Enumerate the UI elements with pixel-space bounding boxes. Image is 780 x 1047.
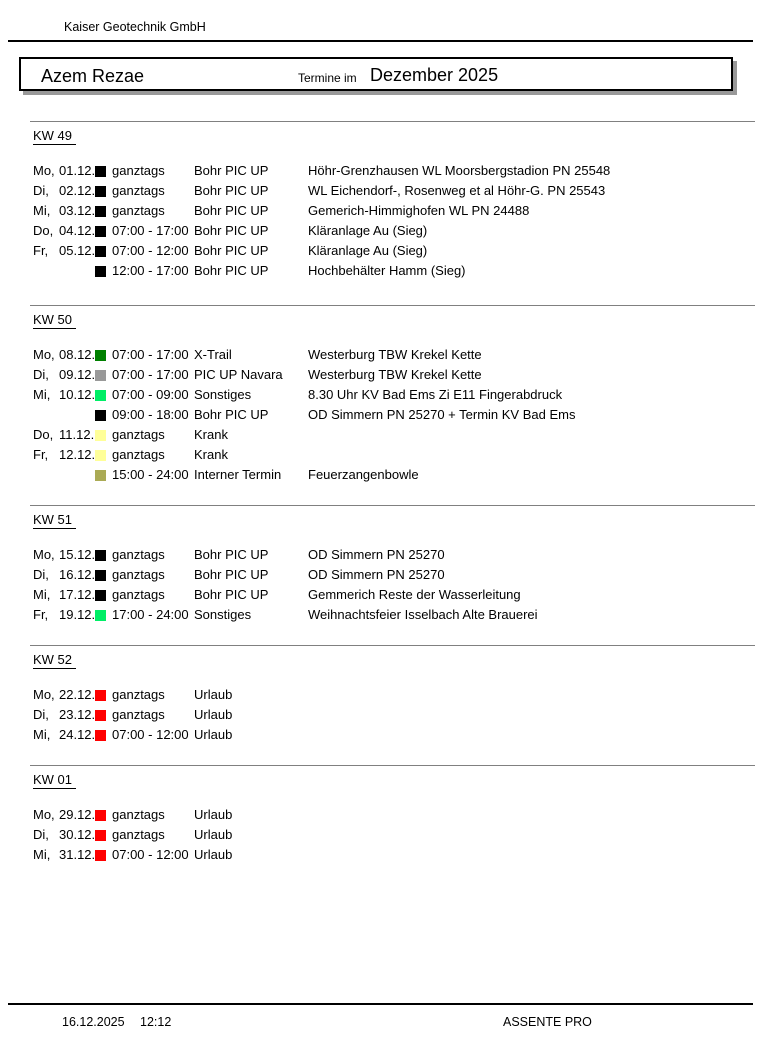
day-date: 16.12. [59, 567, 96, 582]
appointment-type: Interner Termin [194, 467, 282, 482]
appointment-description: Gemerich-Himmighofen WL PN 24488 [308, 203, 530, 218]
time-range: ganztags [112, 807, 165, 822]
category-color-swatch [95, 450, 106, 461]
week-section [30, 121, 755, 281]
category-color-swatch [95, 206, 106, 217]
day-of-week: Fr, [33, 607, 49, 622]
day-of-week: Mo, [33, 807, 55, 822]
category-color-swatch [95, 730, 106, 741]
day-date: 10.12. [59, 387, 96, 402]
day-of-week: Mi, [33, 387, 51, 402]
appointment-description: Kläranlage Au (Sieg) [308, 223, 428, 238]
title-prefix: Termine im [298, 71, 357, 85]
category-color-swatch [95, 850, 106, 861]
day-date: 24.12. [59, 727, 96, 742]
category-color-swatch [95, 166, 106, 177]
appointment-type: Urlaub [194, 687, 233, 702]
app-name: ASSENTE PRO [503, 1015, 592, 1029]
time-range: ganztags [112, 547, 165, 562]
appointment-row [30, 221, 755, 241]
appointment-row [30, 685, 755, 705]
week-label: KW 01 [33, 772, 76, 789]
appointment-row [30, 345, 755, 365]
appointment-type: Krank [194, 427, 228, 442]
category-color-swatch [95, 470, 106, 481]
category-color-swatch [95, 410, 106, 421]
company-name: Kaiser Geotechnik GmbH [64, 20, 206, 34]
appointment-description: Gemmerich Reste der Wasserleitung [308, 587, 521, 602]
time-range: 07:00 - 12:00 [112, 727, 189, 742]
appointment-type: Bohr PIC UP [194, 263, 269, 278]
time-range: 07:00 - 17:00 [112, 367, 189, 382]
time-range: 09:00 - 18:00 [112, 407, 189, 422]
appointment-type: Sonstiges [194, 387, 252, 402]
time-range: ganztags [112, 567, 165, 582]
day-date: 04.12. [59, 223, 96, 238]
time-range: 17:00 - 24:00 [112, 607, 189, 622]
category-color-swatch [95, 430, 106, 441]
appointment-row [30, 261, 755, 281]
appointment-type: Bohr PIC UP [194, 407, 269, 422]
day-date: 05.12. [59, 243, 96, 258]
day-date: 15.12. [59, 547, 96, 562]
week-section [30, 305, 755, 485]
appointment-row [30, 465, 755, 485]
appointment-type: Urlaub [194, 807, 233, 822]
week-divider [30, 305, 755, 306]
day-date: 19.12. [59, 607, 96, 622]
day-of-week: Di, [33, 827, 49, 842]
appointment-description: OD Simmern PN 25270 + Termin KV Bad Ems [308, 407, 576, 422]
day-date: 09.12. [59, 367, 96, 382]
week-label: KW 51 [33, 512, 76, 529]
day-of-week: Mi, [33, 727, 51, 742]
day-date: 12.12. [59, 447, 96, 462]
header-divider [8, 40, 753, 42]
day-date: 31.12. [59, 847, 96, 862]
week-divider [30, 765, 755, 766]
time-range: 07:00 - 09:00 [112, 387, 189, 402]
week-rows [30, 161, 755, 281]
appointment-row [30, 845, 755, 865]
day-date: 11.12. [59, 427, 95, 442]
category-color-swatch [95, 350, 106, 361]
day-of-week: Di, [33, 707, 49, 722]
day-of-week: Mi, [33, 203, 51, 218]
time-range: 07:00 - 12:00 [112, 243, 189, 258]
appointment-type: Urlaub [194, 847, 233, 862]
appointment-type: Sonstiges [194, 607, 252, 622]
category-color-swatch [95, 186, 106, 197]
day-date: 29.12. [59, 807, 96, 822]
appointment-type: Urlaub [194, 707, 233, 722]
appointment-type: Krank [194, 447, 228, 462]
time-range: ganztags [112, 687, 165, 702]
appointment-type: X-Trail [194, 347, 232, 362]
appointment-row [30, 705, 755, 725]
appointment-description: WL Eichendorf-, Rosenweg et al Höhr-G. PN 25543 [308, 183, 606, 198]
week-divider [30, 645, 755, 646]
day-of-week: Mi, [33, 587, 51, 602]
time-range: ganztags [112, 163, 165, 178]
category-color-swatch [95, 590, 106, 601]
appointment-description: Weihnachtsfeier Isselbach Alte Brauerei [308, 607, 538, 622]
appointment-row [30, 825, 755, 845]
category-color-swatch [95, 690, 106, 701]
category-color-swatch [95, 246, 106, 257]
appointment-type: Bohr PIC UP [194, 163, 269, 178]
day-of-week: Di, [33, 183, 49, 198]
day-of-week: Do, [33, 223, 54, 238]
time-range: ganztags [112, 587, 165, 602]
appointment-description: Hochbehälter Hamm (Sieg) [308, 263, 466, 278]
appointment-row [30, 445, 755, 465]
day-date: 03.12. [59, 203, 96, 218]
category-color-swatch [95, 570, 106, 581]
appointment-type: PIC UP Navara [194, 367, 283, 382]
appointment-type: Urlaub [194, 827, 233, 842]
appointment-row [30, 241, 755, 261]
appointment-row [30, 545, 755, 565]
week-label: KW 49 [33, 128, 76, 145]
print-date: 16.12.2025 [62, 1015, 125, 1029]
day-date: 23.12. [59, 707, 96, 722]
day-date: 02.12. [59, 183, 96, 198]
day-of-week: Mo, [33, 347, 55, 362]
appointment-description: 8.30 Uhr KV Bad Ems Zi E11 Fingerabdruck [308, 387, 563, 402]
appointment-row [30, 425, 755, 445]
category-color-swatch [95, 226, 106, 237]
category-color-swatch [95, 390, 106, 401]
appointment-description: Feuerzangenbowle [308, 467, 419, 482]
time-range: 07:00 - 17:00 [112, 347, 189, 362]
time-range: ganztags [112, 427, 165, 442]
day-date: 08.12. [59, 347, 96, 362]
day-date: 22.12. [59, 687, 96, 702]
day-of-week: Fr, [33, 447, 49, 462]
appointment-type: Bohr PIC UP [194, 567, 269, 582]
week-rows [30, 805, 755, 865]
appointment-type: Urlaub [194, 727, 233, 742]
category-color-swatch [95, 370, 106, 381]
category-color-swatch [95, 830, 106, 841]
time-range: ganztags [112, 707, 165, 722]
appointment-row [30, 385, 755, 405]
time-range: 15:00 - 24:00 [112, 467, 189, 482]
category-color-swatch [95, 266, 106, 277]
day-of-week: Mo, [33, 163, 55, 178]
appointment-row [30, 565, 755, 585]
appointment-description: Westerburg TBW Krekel Kette [308, 367, 482, 382]
time-range: ganztags [112, 447, 165, 462]
day-of-week: Mo, [33, 547, 55, 562]
appointment-type: Bohr PIC UP [194, 587, 269, 602]
appointment-row [30, 805, 755, 825]
day-of-week: Mo, [33, 687, 55, 702]
appointment-description: Höhr-Grenzhausen WL Moorsbergstadion PN 25548 [308, 163, 611, 178]
person-name: Azem Rezae [41, 66, 145, 86]
week-label: KW 50 [33, 312, 76, 329]
time-range: ganztags [112, 203, 165, 218]
week-rows [30, 685, 755, 745]
title-box [19, 57, 733, 91]
print-time: 12:12 [140, 1015, 172, 1029]
day-date: 17.12. [59, 587, 96, 602]
appointment-description: OD Simmern PN 25270 [308, 547, 445, 562]
week-rows [30, 345, 755, 485]
time-range: ganztags [112, 183, 165, 198]
footer-divider [8, 1003, 753, 1005]
day-date: 30.12. [59, 827, 96, 842]
time-range: 07:00 - 12:00 [112, 847, 189, 862]
appointment-type: Bohr PIC UP [194, 243, 269, 258]
day-of-week: Fr, [33, 243, 49, 258]
appointment-row [30, 405, 755, 425]
week-section [30, 765, 755, 865]
day-of-week: Di, [33, 567, 49, 582]
week-section [30, 645, 755, 745]
week-section [30, 505, 755, 625]
appointment-row [30, 161, 755, 181]
day-of-week: Di, [33, 367, 49, 382]
time-range: 12:00 - 17:00 [112, 263, 189, 278]
day-of-week: Do, [33, 427, 54, 442]
appointment-row [30, 605, 755, 625]
appointment-description: OD Simmern PN 25270 [308, 567, 445, 582]
category-color-swatch [95, 610, 106, 621]
category-color-swatch [95, 550, 106, 561]
week-divider [30, 505, 755, 506]
time-range: 07:00 - 17:00 [112, 223, 189, 238]
appointment-row [30, 201, 755, 221]
category-color-swatch [95, 710, 106, 721]
category-color-swatch [95, 810, 106, 821]
appointment-description: Westerburg TBW Krekel Kette [308, 347, 482, 362]
appointment-row [30, 725, 755, 745]
appointment-type: Bohr PIC UP [194, 183, 269, 198]
day-date: 01.12. [59, 163, 96, 178]
appointment-type: Bohr PIC UP [194, 547, 269, 562]
appointment-description: Kläranlage Au (Sieg) [308, 243, 428, 258]
time-range: ganztags [112, 827, 165, 842]
title-month: Dezember 2025 [370, 65, 499, 85]
appointment-row [30, 585, 755, 605]
week-rows [30, 545, 755, 625]
appointment-row [30, 181, 755, 201]
appointment-type: Bohr PIC UP [194, 223, 269, 238]
appointment-type: Bohr PIC UP [194, 203, 269, 218]
week-divider [30, 121, 755, 122]
week-label: KW 52 [33, 652, 76, 669]
appointment-row [30, 365, 755, 385]
day-of-week: Mi, [33, 847, 51, 862]
